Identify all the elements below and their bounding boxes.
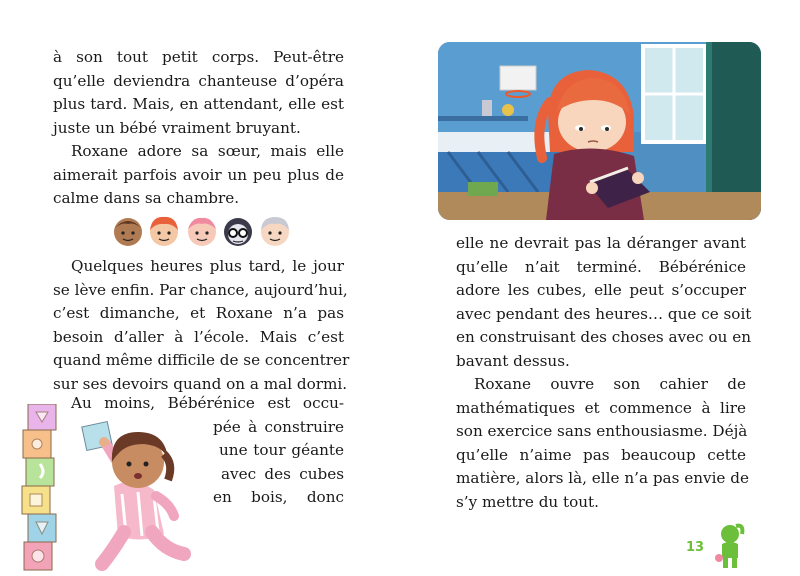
text-line: c’est dimanche, et Roxane n’a pas xyxy=(53,304,344,323)
paragraph-right-1 xyxy=(456,232,752,374)
text-line: qu’elle n’aime pas beaucoup cette xyxy=(456,445,746,464)
text-line: juste un bébé vraiment bruyant. xyxy=(53,118,301,137)
text-line: qu’elle deviendra chanteuse d’opéra xyxy=(53,71,344,90)
paragraph-left-1 xyxy=(53,46,344,140)
text-line: Quelques heures plus tard, le jour xyxy=(71,257,344,275)
text-line: Roxane adore sa sœur, mais elle xyxy=(71,142,344,160)
text-line: elle ne devrait pas la déranger avant xyxy=(456,234,746,252)
text-line: avec des cubes xyxy=(221,464,344,483)
text-line: s’y mettre du tout. xyxy=(456,492,599,511)
text-line: plus tard. Mais, en attendant, elle est xyxy=(53,95,344,114)
text-line: aimerait parfois avoir un peu plus de xyxy=(53,165,344,184)
baby-with-blocks-illustration-icon xyxy=(14,404,214,574)
character-faces-divider-icon xyxy=(112,214,292,248)
text-line: bavant dessus. xyxy=(456,351,570,370)
text-line: Au moins, Bébérénice est occu- xyxy=(71,394,344,412)
text-line: besoin d’aller à l’école. Mais c’est xyxy=(53,327,344,346)
text-line: avec pendant des heures… que ce soit xyxy=(456,304,752,323)
kid-silhouette-icon xyxy=(712,522,748,570)
text-line: pée à construire xyxy=(213,417,344,436)
text-line: une tour géante xyxy=(219,441,344,460)
text-line: se lève enfin. Par chance, aujourd’hui, xyxy=(53,280,348,299)
page-number: 13 xyxy=(686,540,705,555)
text-line: calme dans sa chambre. xyxy=(53,189,240,208)
text-line: qu’elle n’ait terminé. Bébérénice xyxy=(456,257,746,276)
text-line: mathématiques et commence à lire xyxy=(456,398,746,417)
text-line: en construisant des choses avec ou en xyxy=(456,328,752,347)
text-line: à son tout petit corps. Peut-être xyxy=(53,48,344,66)
roxane-reading-illustration-icon xyxy=(438,42,761,220)
paragraph-left-2 xyxy=(53,140,344,211)
text-line: Roxane ouvre son cahier de xyxy=(474,375,746,393)
text-line: en bois, donc xyxy=(213,488,344,507)
text-line: adore les cubes, elle peut s’occuper xyxy=(456,281,746,300)
text-line: quand même difficile de se concentrer xyxy=(53,351,350,370)
text-line: matière, alors là, elle n’a pas envie de xyxy=(456,469,749,488)
text-line: sur ses devoirs quand on a mal dormi. xyxy=(53,374,348,393)
paragraph-right-2 xyxy=(456,373,749,515)
paragraph-left-3 xyxy=(53,255,350,397)
roxane-reading-illustration-frame xyxy=(438,42,761,220)
text-line: son exercice sans enthousiasme. Déjà xyxy=(456,422,748,441)
